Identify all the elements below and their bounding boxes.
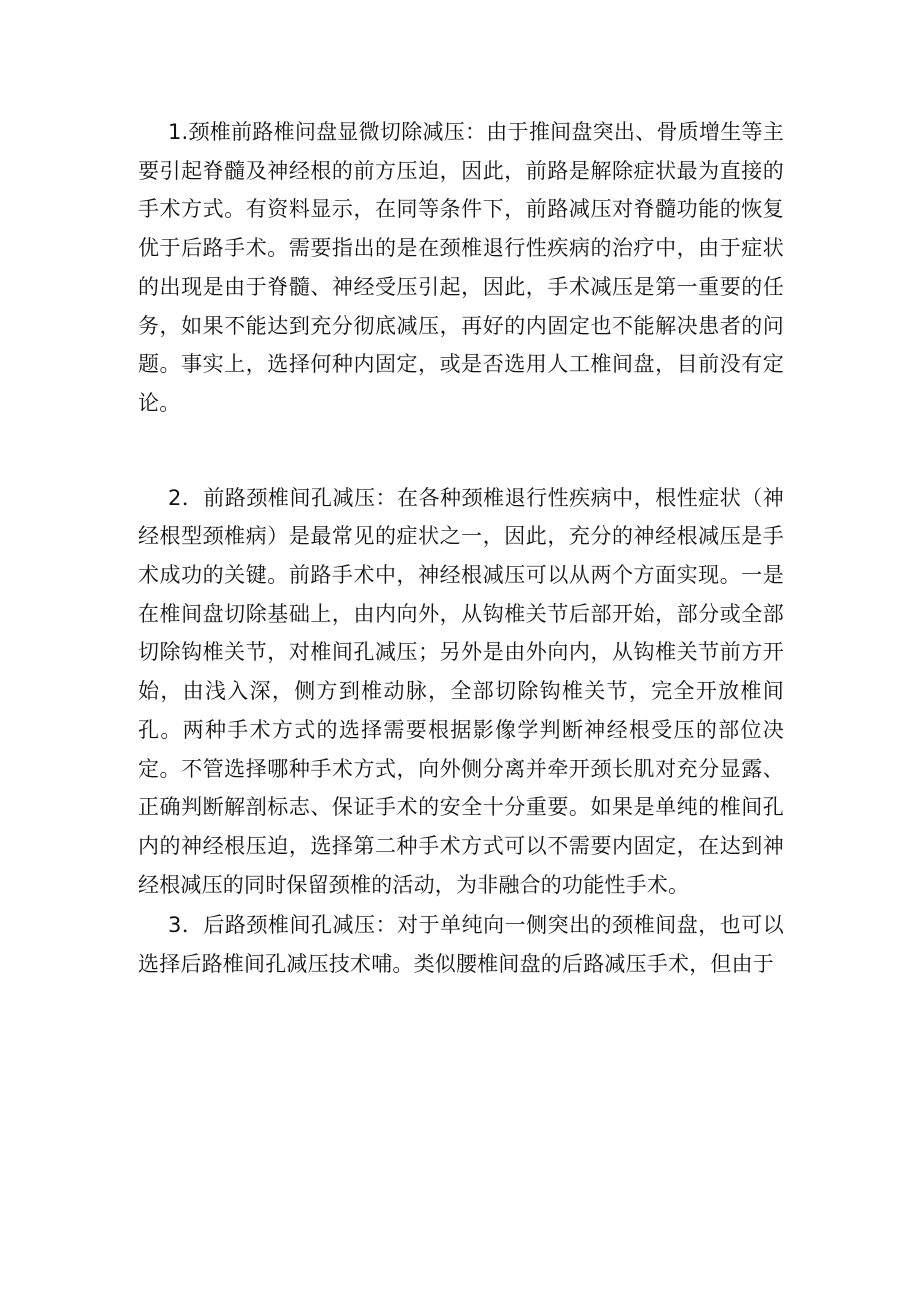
- paragraph-posterior-foraminotomy: 3．后路颈椎间孔减压：对于单纯向一侧突出的颈椎间盘，也可以选择后路椎间孔减压技术哺。类似腰椎间盘的后路减压手术，但由于: [138, 913, 784, 977]
- document-page: [138, 113, 784, 984]
- paragraph-anterior-discectomy: 1.颈椎前路椎问盘显微切除减压：由于推间盘突出、骨质增生等主要引起脊髓及神经根的前方压迫，因此，前路是解除症状最为直接的手术方式。有资料显示，在同等条件下，前路减压对脊髓功能的恢复优于后路手术。需要指出的是在颈椎退行性疾病的治疗中，由于症状的出现是由于脊髓、神经受压引起，因此，手术减压是第一重要的任务，如果不能达到充分彻底减压，再好的内固定也不能解决患者的问题。事实上，选择何种内固定，或是否选用人工椎间盘，目前没有定论。: [138, 120, 784, 415]
- paragraph-anterior-foraminotomy: 2．前路颈椎间孔减压：在各种颈椎退行性疾病中，根性症状（神经根型颈椎病）是最常见的症状之一，因此，充分的神经根减压是手术成功的关键。前路手术中，神经根减压可以从两个方面实现。一是在椎间盘切除基础上，由内向外，从钩椎关节后部开始，部分或全部切除钩椎关节，对椎间孔减压；另外是由外向内，从钩椎关节前方开始，由浅入深，侧方到椎动脉，全部切除钩椎关节，完全开放椎间孔。两种手术方式的选择需要根据影像学判断神经根受压的部位决定。不管选择哪种手术方式，向外侧分离并牵开颈长肌对充分显露、正确判断解剖标志、保证手术的安全十分重要。如果是单纯的椎间孔内的神经根压迫，选择第二种手术方式可以不需要内固定，在达到神经根减压的同时保留颈椎的活动，为非融合的功能性手术。: [138, 485, 784, 897]
